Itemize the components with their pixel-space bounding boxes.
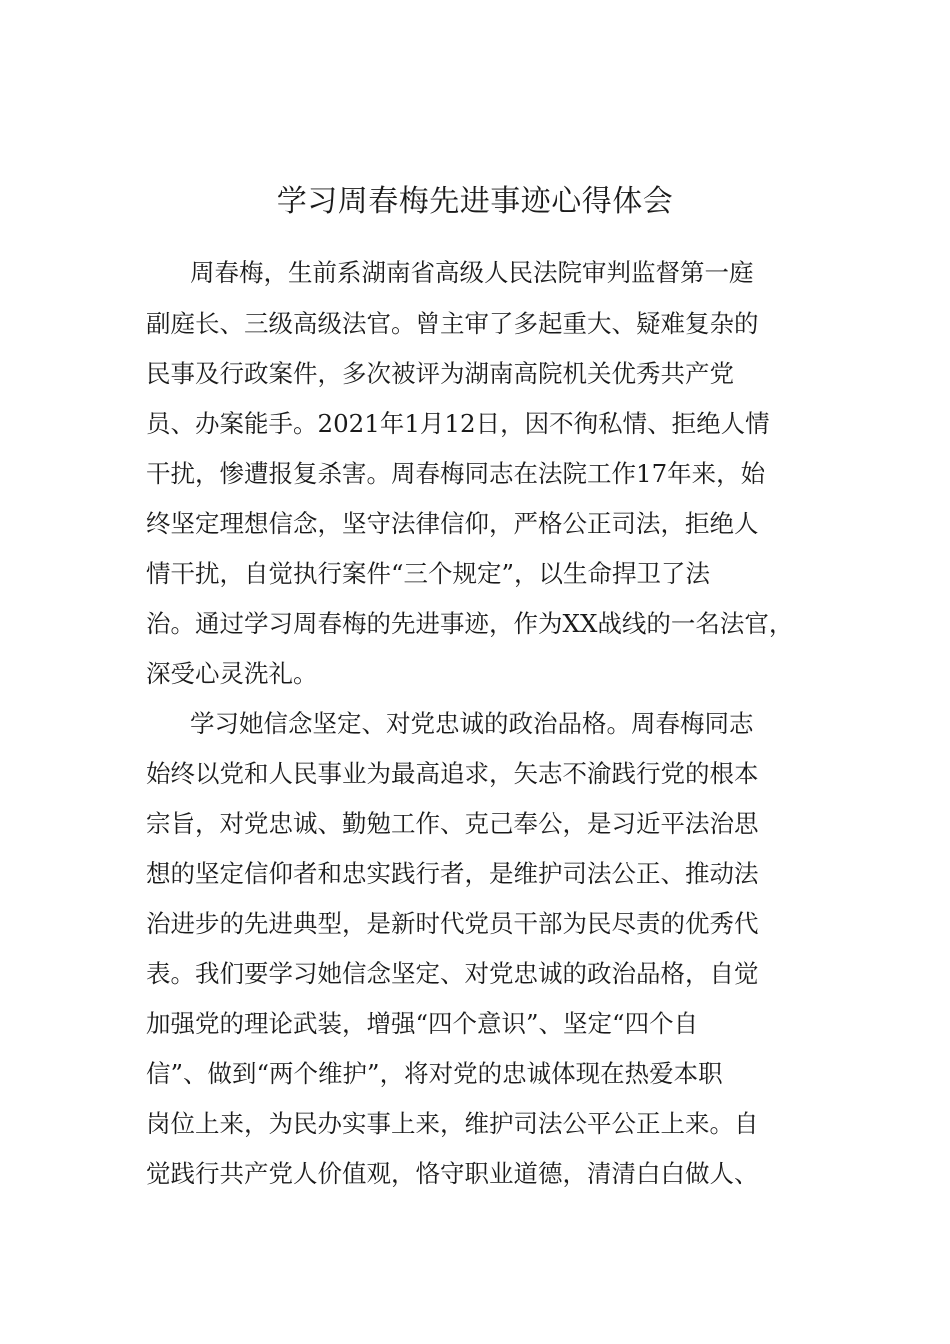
paragraph-1-line-1: 周春梅，生前系湖南省高级人民法院审判监督第一庭 [190, 258, 754, 287]
paragraph-2-line-8: 信”、做到“两个维护”，将对党的忠诚体现在热爱本职 [146, 1059, 723, 1088]
paragraph-1-line-6: 终坚定理想信念，坚守法律信仰，严格公正司法，拒绝人 [146, 509, 759, 538]
paragraph-2-line-10: 觉践行共产党人价值观，恪守职业道德，清清白白做人、 [146, 1159, 759, 1188]
paragraph-1-line-8: 治。通过学习周春梅的先进事迹，作为XX战线的一名法官， [146, 609, 794, 638]
document-title: 学习周春梅先进事迹心得体会 [276, 184, 674, 219]
paragraph-2-line-1: 学习她信念坚定、对党忠诚的政治品格。周春梅同志 [190, 709, 754, 738]
paragraph-1-line-9: 深受心灵洗礼。 [146, 659, 318, 688]
paragraph-2-line-6: 表。我们要学习她信念坚定、对党忠诚的政治品格，自觉 [146, 959, 759, 988]
paragraph-1-line-7: 情干扰，自觉执行案件“三个规定”，以生命捍卫了法 [146, 559, 711, 588]
paragraph-2-line-7: 加强党的理论武装，增强“四个意识”、坚定“四个自 [146, 1009, 699, 1038]
paragraph-1-line-4: 员、办案能手。2021年1月12日，因不徇私情、拒绝人情 [146, 409, 770, 438]
paragraph-2-line-2: 始终以党和人民事业为最高追求，矢志不渝践行党的根本 [146, 759, 759, 788]
paragraph-1-line-5: 干扰，惨遭报复杀害。周春梅同志在法院工作17年来，始 [146, 459, 766, 488]
paragraph-1-line-2: 副庭长、三级高级法官。曾主审了多起重大、疑难复杂的 [146, 309, 759, 338]
paragraph-2-line-9: 岗位上来，为民办实事上来，维护司法公平公正上来。自 [146, 1109, 759, 1138]
paragraph-2-line-3: 宗旨，对党忠诚、勤勉工作、克己奉公，是习近平法治思 [146, 809, 759, 838]
paragraph-2-line-5: 治进步的先进典型，是新时代党员干部为民尽责的优秀代 [146, 909, 759, 938]
paragraph-1-line-3: 民事及行政案件，多次被评为湖南高院机关优秀共产党 [146, 359, 734, 388]
paragraph-2-line-4: 想的坚定信仰者和忠实践行者，是维护司法公正、推动法 [146, 859, 759, 888]
